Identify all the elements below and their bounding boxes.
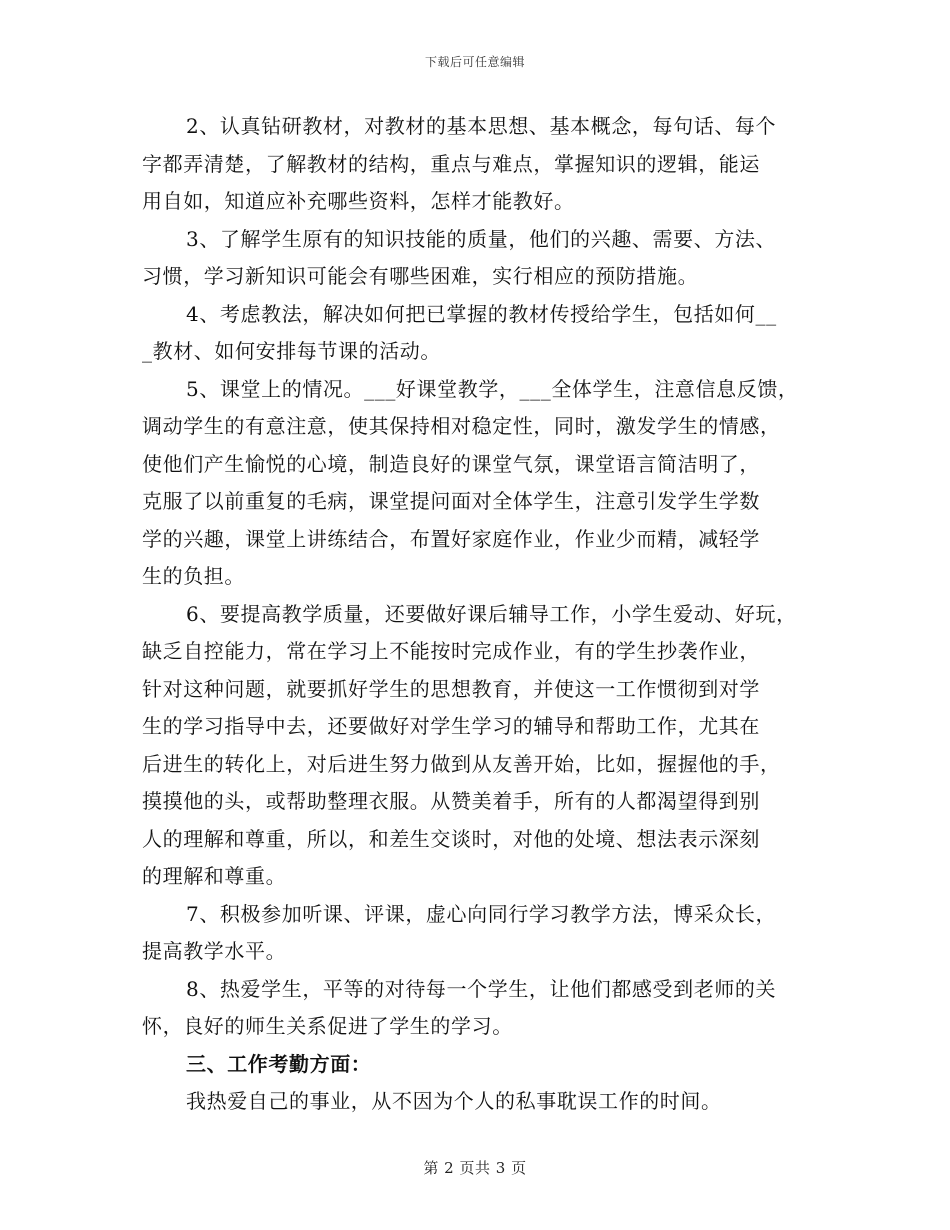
text-line: 怀，良好的师生关系促进了学生的学习。 xyxy=(142,1014,513,1038)
text-line: 用自如，知道应补充哪些资料，怎样才能教好。 xyxy=(142,189,575,213)
text-line: 的理解和尊重。 xyxy=(142,864,287,888)
text-line: 调动学生的有意注意，使其保持相对稳定性，同时，激发学生的情感， xyxy=(142,414,781,438)
text-line: 后进生的转化上，对后进生努力做到从友善开始，比如，握握他的手， xyxy=(142,751,781,776)
page-footer: 第 2 页共 3 页 xyxy=(423,1159,527,1177)
text-line: 2、认真钻研教材，对教材的基本思想、基本概念，每句话、每个 xyxy=(186,114,777,138)
text-line: 8、热爱学生，平等的对待每一个学生，让他们都感受到老师的关 xyxy=(186,976,777,1001)
text-line: 学的兴趣，课堂上讲练结合，布置好家庭作业，作业少而精，减轻学 xyxy=(142,526,760,551)
text-line: 字都弄清楚，了解教材的结构，重点与难点，掌握知识的逻辑，能运 xyxy=(142,151,760,176)
text-line: 习惯，学习新知识可能会有哪些困难，实行相应的预防措施。 xyxy=(142,264,699,288)
text-line: 生的学习指导中去，还要做好对学生学习的辅导和帮助工作，尤其在 xyxy=(142,714,760,738)
text-line: 人的理解和尊重，所以，和差生交谈时，对他的处境、想法表示深刻 xyxy=(142,826,760,851)
text-line: 6、要提高教学质量，还要做好课后辅导工作，小学生爱动、好玩， xyxy=(186,601,797,626)
text-line: 缺乏自控能力，常在学习上不能按时完成作业，有的学生抄袭作业， xyxy=(142,639,760,663)
section-heading: 三、工作考勤方面： xyxy=(186,1051,372,1076)
text-line: 我热爱自己的事业，从不因为个人的私事耽误工作的时间。 xyxy=(186,1089,722,1113)
text-line: 5、课堂上的情况。___好课堂教学，___全体学生，注意信息反馈， xyxy=(186,376,799,401)
text-line: 4、考虑教法，解决如何把已掌握的教材传授给学生，包括如何__ xyxy=(186,301,777,326)
text-line: 使他们产生愉悦的心境，制造良好的课堂气氛，课堂语言简洁明了， xyxy=(142,451,760,476)
text-line: _教材、如何安排每节课的活动。 xyxy=(142,339,441,363)
body-text xyxy=(142,108,810,1121)
page-header: 下载后可任意编辑 xyxy=(424,55,525,69)
text-line: 摸摸他的头，或帮助整理衣服。从赞美着手，所有的人都渴望得到别 xyxy=(142,789,760,813)
text-line: 提高教学水平。 xyxy=(142,939,287,963)
text-line: 3、了解学生原有的知识技能的质量，他们的兴趣、需要、方法、 xyxy=(186,226,777,251)
text-line: 生的负担。 xyxy=(142,564,245,588)
text-line: 克服了以前重复的毛病，课堂提问面对全体学生，注意引发学生学数 xyxy=(142,489,760,513)
text-line: 7、积极参加听课、评课，虚心向同行学习教学方法，博采众长， xyxy=(186,901,777,926)
text-line: 针对这种问题，就要抓好学生的思想教育，并使这一工作惯彻到对学 xyxy=(142,676,760,701)
